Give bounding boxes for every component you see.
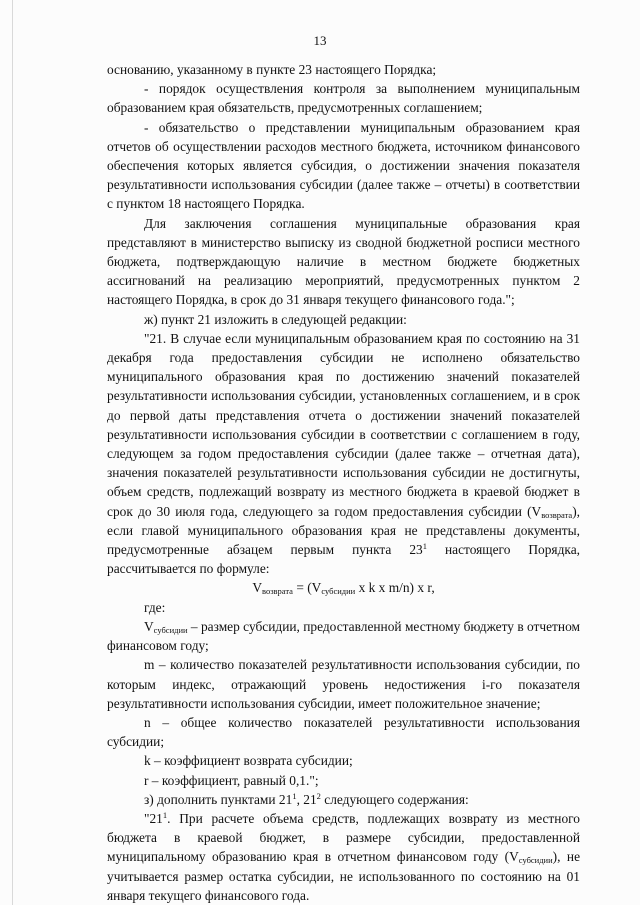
definition-k: k – коэффициент возврата субсидии;	[144, 753, 353, 769]
paragraph-clause-21: "21. В случае если муниципальным образованием края по состоянию на 31 декабря года предоставления субсидии не исполнено обязательство муниципального образования края по достижению значений показателей результативности использования субсидии, установленных соглашением, и в срок до первой даты представления отчета о достижении значений показателей результативности использования субсидии в соответствии с соглашением в году, следующем за годом предоставления субсидии (далее также – отчетная дата), значения показателей результативности использования субсидии не достигнуты, объем средств, подлежащий возврату из местного бюджета в краевой бюджет в срок до 30 июля года, следующего за годом предоставления субсидии $(V_{возврата})$, если главой муниципального образования края не представлены документы, предусмотренные абзацем первым пункта $23^1$ настоящего Порядка, рассчитывается по формуле:	[107, 330, 580, 577]
paragraph-reporting-obligation: - обязательство о представлении муниципальным образованием края отчетов об осуществлении расходов местного бюджета, источником финансового обеспечения которых является субсидия, о достижении значения показателя результативности использования субсидии (далее также – отчеты) в соответствии с пунктом 18 настоящего Порядка.	[107, 119, 580, 212]
paragraph-agreement-docs: Для заключения соглашения муниципальные образования края представляют в министерство выписку из сводной бюджетной росписи местного бюджета, подтверждающую наличие в местном бюджете бюджетных ассигнований на реализацию мероприятий, предусмотренных пунктом 2 настоящего Порядка, в срок до 31 января текущего финансового года.";	[107, 215, 580, 308]
definition-m: m – количество показателей результативности использования субсидии, по которым индекс, отражающий уровень недостижения i-го показателя результативности использования субсидии, имеет положительное значение;	[107, 657, 580, 711]
refund-formula: $V_{возврата} = (V_{субсидии}$ x k x m/n) x r,	[252, 580, 435, 597]
paragraph-where: где:	[144, 599, 166, 615]
paragraph-continuation: основанию, указанному в пункте 23 настоящего Порядка;	[107, 62, 437, 77]
page-number: 13	[313, 33, 327, 48]
paragraph-control-order: - порядок осуществления контроля за выполнением муниципальным образованием края обязательств, предусмотренных соглашением;	[107, 81, 580, 116]
definition-v-subsidy: $V_{субсидии}$ – размер субсидии, предоставленной местному бюджету в отчетном финансовом году;	[107, 618, 580, 654]
scan-edge-line	[12, 0, 13, 905]
paragraph-item-zh: ж) пункт 21 изложить в следующей редакции:	[144, 311, 407, 327]
paragraph-item-z: з) дополнить пунктами $21^1$, $21^2$ следующего содержания:	[144, 790, 469, 807]
paragraph-clause-21-1: "$21^1$. При расчете объема средств, подлежащих возврату из местного бюджета в краевой бюджет, в размере субсидии, предоставленной муниципальному образованию края в отчетном финансовом году $(V_{субсидии})$, не учитывается размер остатка субсидии, не использованного по состоянию на 01 января текущего финансового года.	[107, 809, 581, 903]
definition-n: n – общее количество показателей результативности использования субсидии;	[107, 714, 580, 750]
document-body	[107, 60, 580, 905]
definition-r: r – коэффициент, равный 0,1.";	[144, 772, 319, 788]
